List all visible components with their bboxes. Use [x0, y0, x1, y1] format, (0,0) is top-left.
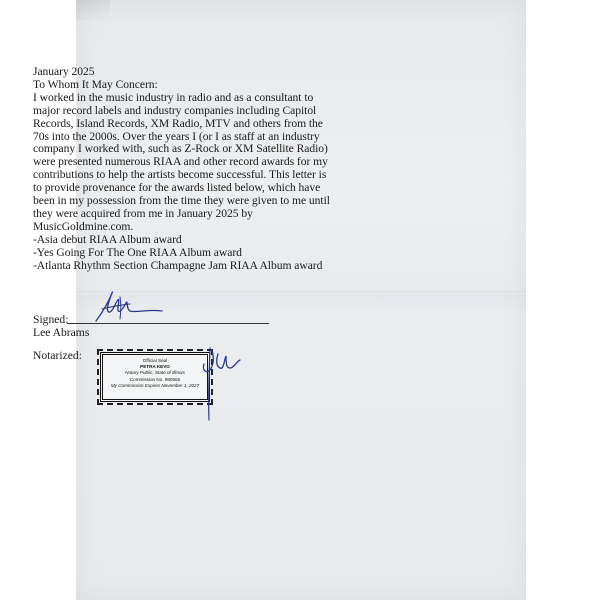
award-item: -Asia debut RIAA Album award [33, 232, 182, 246]
letter-line: been in my possession from the time they were given to me until [33, 194, 330, 208]
letter-line: contributions to help the artists become successful. This letter is [33, 168, 327, 182]
letter-line: to provide provenance for the awards listed below, which have [33, 181, 321, 195]
letter-line: MusicGoldmine.com. [33, 219, 134, 233]
handwritten-signature [90, 285, 170, 327]
seal-expiration: My Commission Expires November 1, 2027 [110, 382, 200, 388]
seal-title: Official Seal [142, 358, 168, 363]
letter-line: they were acquired from me in January 2025 by [33, 206, 253, 220]
seal-notary-name: PETRA KEVO [140, 364, 170, 370]
seal-state: Notary Public, State of Illinois [125, 370, 185, 376]
letter-date: January 2025 [33, 65, 95, 78]
letter-line: company I worked with, such as Z-Rock or XM Satellite Radio) [33, 142, 328, 156]
letter-body [33, 66, 443, 273]
notary-seal [100, 352, 210, 402]
notary-signature [196, 344, 256, 424]
award-item: -Atlanta Rhythm Section Champagne Jam RIAA Album award [33, 258, 323, 272]
paper-corner-crease [76, 0, 110, 20]
notarized-label: Notarized: [33, 349, 82, 362]
letter-salutation: To Whom It May Concern: [33, 77, 158, 91]
letter-line: major record labels and industry companies including Capitol [33, 103, 317, 117]
letter-line: were presented numerous RIAA and other record awards for my [33, 155, 328, 169]
signer-name: Lee Abrams [33, 326, 90, 339]
letter-line: Records, Island Records, XM Radio, MTV and others from the [33, 116, 323, 130]
signed-label: Signed: [33, 313, 69, 326]
letter-line: I worked in the music industry in radio and as a consultant to [33, 90, 314, 104]
letter-line: 70s into the 2000s. Over the years I (or I as staff at an industry [33, 129, 320, 143]
seal-commission-number: Commission No. 980565 [129, 376, 181, 382]
award-item: -Yes Going For The One RIAA Album award [33, 245, 242, 259]
